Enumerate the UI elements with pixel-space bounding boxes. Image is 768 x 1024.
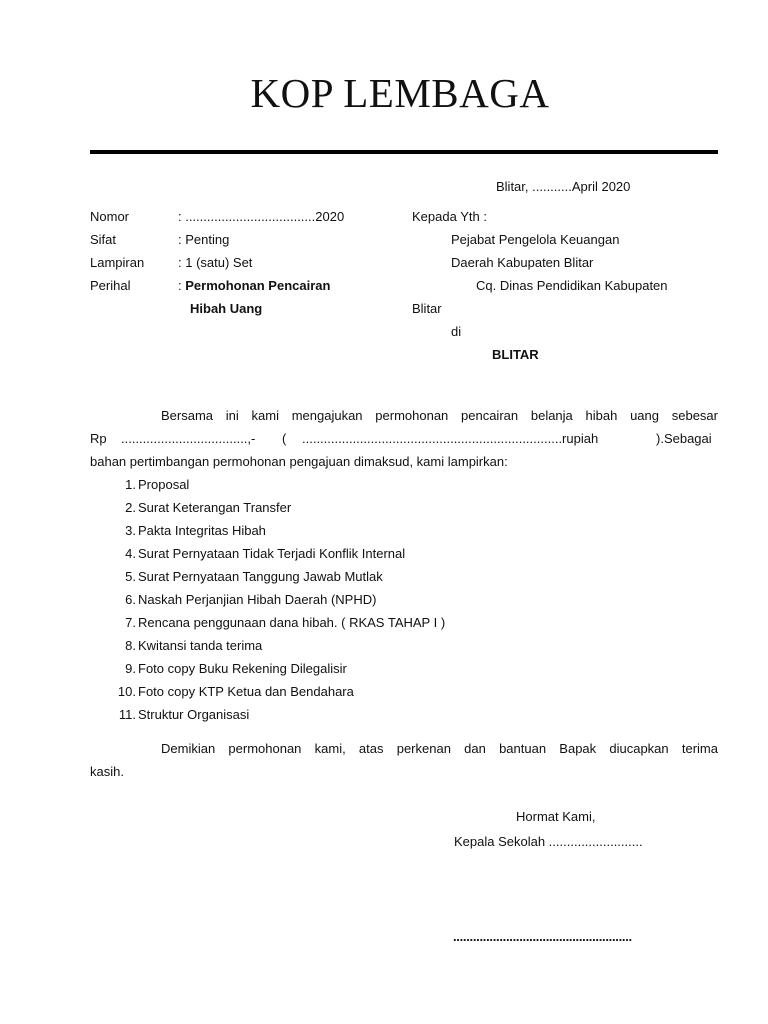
sifat-label: Sifat xyxy=(90,232,117,247)
recipient-line3: Cq. Dinas Pendidikan Kabupaten xyxy=(476,278,668,293)
attachment-number: 10. xyxy=(117,684,136,699)
body-para2-line2: kasih. xyxy=(90,764,124,779)
body-para1-rp: Rp xyxy=(90,431,107,446)
attachment-number: 1. xyxy=(125,477,136,492)
attachment-item: Kwitansi tanda terima xyxy=(138,638,263,653)
recipient-line1: Pejabat Pengelola Keuangan xyxy=(451,232,620,247)
body-para1-words-dots: ........................................................................rupiah xyxy=(302,431,599,446)
attachment-number: 8. xyxy=(125,638,136,653)
sifat-value: : Penting xyxy=(178,232,230,247)
body-para1-paren: ( xyxy=(282,431,287,446)
place-date: Blitar, ...........April 2020 xyxy=(496,179,631,194)
perihal-label: Perihal xyxy=(90,278,131,293)
signature-line: ...................................................... xyxy=(453,929,632,944)
lampiran-label: Lampiran xyxy=(90,255,145,270)
attachment-number: 9. xyxy=(125,661,136,676)
letterhead-rule xyxy=(90,150,718,154)
body-para1-line1: Bersama ini kami mengajukan permohonan pencairan belanja hibah uang sebesar xyxy=(161,408,718,423)
attachment-number: 11. xyxy=(118,707,136,722)
body-para1-end: ).Sebagai xyxy=(656,431,712,446)
attachment-item: Rencana penggunaan dana hibah. ( RKAS TAHAP I ) xyxy=(138,615,446,630)
recipient-city: BLITAR xyxy=(492,347,539,362)
perihal-colon: : xyxy=(178,278,186,293)
nomor-label: Nomor xyxy=(90,209,130,224)
attachment-item: Surat Pernyataan Tanggung Jawab Mutlak xyxy=(138,569,383,584)
attachment-number: 6. xyxy=(125,592,136,607)
recipient-intro: Kepada Yth : xyxy=(412,209,487,224)
recipient-line4: Blitar xyxy=(412,301,442,316)
attachment-item: Surat Keterangan Transfer xyxy=(138,500,292,515)
letterhead-title: KOP LEMBAGA xyxy=(250,70,550,116)
attachment-number: 4. xyxy=(125,546,136,561)
perihal-value xyxy=(178,278,330,293)
attachment-item: Foto copy KTP Ketua dan Bendahara xyxy=(138,684,354,699)
attachment-number: 2. xyxy=(125,500,136,515)
attachment-item: Struktur Organisasi xyxy=(138,707,250,722)
perihal-subject-line2: Hibah Uang xyxy=(190,301,263,316)
recipient-line2: Daerah Kabupaten Blitar xyxy=(451,255,594,270)
nomor-value: : ....................................2020 xyxy=(178,209,345,224)
attachment-number: 7. xyxy=(125,615,136,630)
attachment-item: Foto copy Buku Rekening Dilegalisir xyxy=(138,661,347,676)
attachment-item: Naskah Perjanjian Hibah Daerah (NPHD) xyxy=(138,592,377,607)
attachment-number: 3. xyxy=(125,523,136,538)
body-para2-line1: Demikian permohonan kami, atas perkenan dan bantuan Bapak diucapkan terima xyxy=(161,741,718,756)
closing-position: Kepala Sekolah .......................... xyxy=(454,834,643,849)
attachment-item: Proposal xyxy=(138,477,190,492)
body-para1-amount-dots: ...................................,- xyxy=(121,431,256,446)
recipient-di: di xyxy=(451,324,462,339)
closing-salutation: Hormat Kami, xyxy=(516,809,596,824)
lampiran-value: : 1 (satu) Set xyxy=(178,255,253,270)
perihal-subject-line1: Permohonan Pencairan xyxy=(185,278,331,293)
body-para1-line3: bahan pertimbangan permohonan pengajuan dimaksud, kami lampirkan: xyxy=(90,454,508,469)
attachment-item: Pakta Integritas Hibah xyxy=(138,523,266,538)
attachment-item: Surat Pernyataan Tidak Terjadi Konflik Internal xyxy=(138,546,406,561)
attachment-number: 5. xyxy=(125,569,136,584)
